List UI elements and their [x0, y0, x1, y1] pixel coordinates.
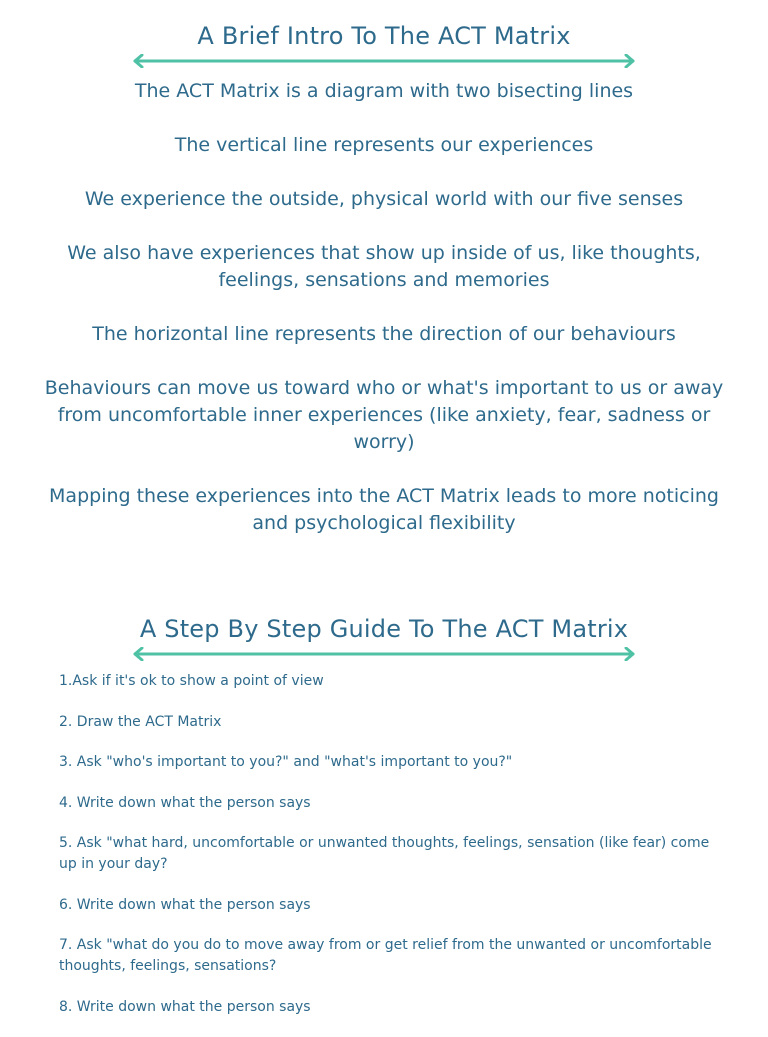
step-item: 4. Write down what the person says [59, 794, 311, 811]
intro-paragraph: Behaviours can move us toward who or what's important to us or away from uncomfortable inner experiences (like anxiety, fear, sadness or worry) [44, 377, 724, 453]
step-item: 8. Write down what the person says [59, 998, 311, 1015]
intro-paragraph: Mapping these experiences into the ACT Matrix leads to more noticing and psychological flexibility [49, 485, 719, 534]
steps-list [59, 671, 719, 1037]
double-headed-arrow-icon [132, 54, 636, 68]
step-item: 5. Ask "what hard, uncomfortable or unwanted thoughts, feelings, sensation (like fear) come up in your day? [59, 835, 710, 872]
intro-paragraph: The horizontal line represents the direction of our behaviours [92, 323, 676, 345]
step-item: 6. Write down what the person says [59, 896, 311, 913]
intro-paragraph: The vertical line represents our experiences [174, 134, 594, 156]
step-item: 2. Draw the ACT Matrix [59, 713, 222, 730]
intro-title: A Brief Intro To The ACT Matrix [197, 22, 571, 50]
guide-title: A Step By Step Guide To The ACT Matrix [139, 615, 629, 643]
step-item: 3. Ask "who's important to you?" and "what's important to you?" [59, 754, 513, 770]
step-item: 1.Ask if it's ok to show a point of view [59, 673, 324, 689]
intro-paragraphs [40, 78, 728, 564]
intro-paragraph: The ACT Matrix is a diagram with two bisecting lines [134, 80, 634, 102]
double-headed-arrow-icon [132, 647, 636, 661]
step-item: 7. Ask "what do you do to move away from or get relief from the unwanted or uncomfortable thoughts, feelings, sensations? [59, 937, 712, 974]
intro-paragraph: We also have experiences that show up inside of us, like thoughts, feelings, sensations and memories [67, 242, 701, 291]
intro-paragraph: We experience the outside, physical world with our five senses [84, 188, 684, 210]
